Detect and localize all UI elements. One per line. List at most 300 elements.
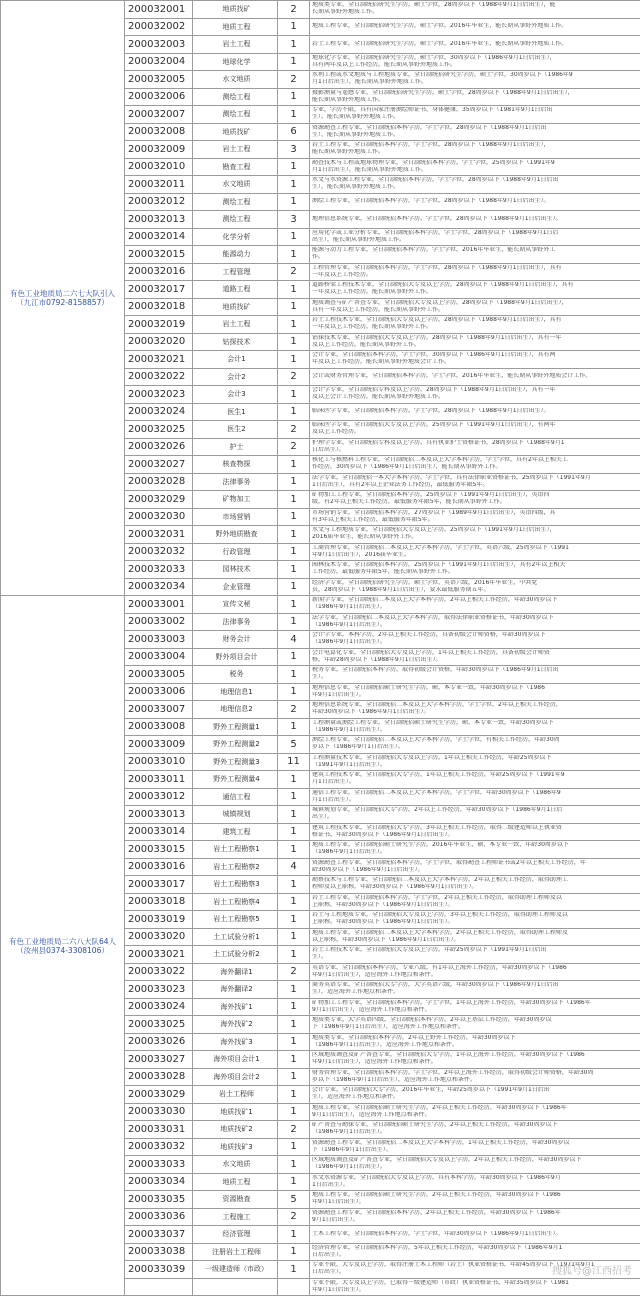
- requirement-line: 一年及以上工作经历。: [312, 272, 638, 279]
- position-name: 地球化学: [193, 53, 278, 71]
- hire-count: 1: [278, 998, 310, 1016]
- requirements: [310, 1156, 640, 1174]
- requirements: [310, 88, 640, 106]
- position-name: 地质找矿3: [193, 1138, 278, 1156]
- position-name: 地质工程: [193, 1173, 278, 1191]
- position-code: 200033012: [125, 788, 193, 806]
- requirements: [310, 578, 640, 596]
- requirements: [310, 53, 640, 71]
- position-code: 200033018: [125, 893, 193, 911]
- requirements: [310, 228, 640, 246]
- requirement-line: （1991年9月1日后出生）。: [312, 762, 638, 769]
- requirement-line: 经济学专业，全日制统招研究生学历，硕士学位，英语六级，2016年毕业生，中共党: [312, 580, 638, 587]
- position-name: 医生2: [193, 421, 278, 439]
- position-code: 200033037: [125, 1226, 193, 1244]
- requirement-line: 生），能长期从事野外地质工作。: [312, 114, 638, 121]
- hire-count: 1: [278, 53, 310, 71]
- requirements: [310, 438, 640, 456]
- position-name: 道路工程: [193, 281, 278, 299]
- position-code: 200033019: [125, 911, 193, 929]
- requirements: [310, 841, 640, 859]
- requirement-line: 能源与动力工程专业，全日制统招本科学历，学士学位，2016年毕业生，能长期从事野外工: [312, 247, 638, 254]
- requirement-line: 岩土工程专业，全日制统招研究生学历，硕士学位，2016年毕业生，能长期从事野外地质工作。: [312, 41, 638, 48]
- requirements: [310, 263, 640, 281]
- position-name: 地质工程: [193, 18, 278, 36]
- position-code: 200032028: [125, 473, 193, 491]
- hire-count: [278, 1278, 310, 1296]
- requirement-line: 财务管理专业，全日制统招本科学历，学士学位，2年以上海外工作经历，取得初级会计师资格，年龄30周: [312, 1070, 638, 1077]
- requirement-line: 地质类专业，大学英语四级，全日制统招本科学历，2年以上基层工作经历，年龄30周岁以: [312, 1017, 638, 1024]
- requirements: [310, 403, 640, 421]
- position-code: 200032019: [125, 316, 193, 334]
- unit-cell: [1, 1, 125, 596]
- requirement-line: 勘查技术与工程或地球物理专业，全日制统招本科学历，学士学位，25周岁以下（1991年9: [312, 160, 638, 167]
- requirements: [310, 1191, 640, 1209]
- position-name: 野外工程测量4: [193, 771, 278, 789]
- requirement-line: 护理学专业，全日制统招专科及以上学历，具有执业护士资格证书，28周岁以下（1988年9月1: [312, 440, 638, 447]
- requirements: [310, 246, 640, 264]
- position-code: 200033025: [125, 1016, 193, 1034]
- requirement-line: 摄影测量与遥感专业，全日制统招研究生学历，硕士学位，28周岁以下（1988年9月1日后出生），: [312, 90, 638, 97]
- hire-count: 1: [278, 526, 310, 544]
- position-name: 资源勘查: [193, 1191, 278, 1209]
- position-name: 岩土工程勘察4: [193, 893, 278, 911]
- position-name: [193, 1278, 278, 1296]
- requirements: [310, 193, 640, 211]
- hire-count: 1: [278, 1016, 310, 1034]
- position-code: 200032023: [125, 386, 193, 404]
- requirement-line: 工程管理专业，全日制统招本科学历，学士学位，28周岁以下（1988年9月1日后出生），具有: [312, 265, 638, 272]
- position-code: 200032034: [125, 578, 193, 596]
- position-name: 护士: [193, 438, 278, 456]
- unit-name: 有色工业地质局二六八大队64人: [4, 937, 121, 946]
- hire-count: 1: [278, 193, 310, 211]
- requirements: [310, 753, 640, 771]
- requirement-line: 龄30周岁以下（1986年9月1日后出生）。: [312, 867, 638, 874]
- requirement-line: 专业不限，大专及以上学历，取得注册土木工程师（岩土）执业资格证书，年龄45周岁以下（1971年9月1: [312, 1262, 638, 1269]
- position-code: 200032016: [125, 263, 193, 281]
- position-code: 200033030: [125, 1103, 193, 1121]
- requirement-line: 9月1日后出生），适应海外工作地点和条件。: [312, 1112, 638, 1119]
- requirement-line: 年9月1日后出生），适应海外工作地点和条件。: [312, 1059, 638, 1066]
- requirement-line: 1日后出生）。: [312, 1182, 638, 1189]
- requirement-line: 建筑工程技术专业，全日制统招大专学历，3年以上相关工作经历，取得二级建造师以上执业资: [312, 825, 638, 832]
- requirement-line: 建筑工程技术专业，全日制统招大专学历，1年以上相关工作经历，年龄25周岁以下（1991年9: [312, 772, 638, 779]
- position-code: 200033014: [125, 823, 193, 841]
- position-code: 200033003: [125, 631, 193, 649]
- requirement-line: 程师及以上职称，年龄30周岁以下（1986年9月1日后出生）。: [312, 884, 638, 891]
- requirements: [310, 1033, 640, 1051]
- position-name: 会计2: [193, 368, 278, 386]
- requirements: [310, 508, 640, 526]
- position-name: 测绘工程: [193, 88, 278, 106]
- hire-count: 1: [278, 351, 310, 369]
- requirements: [310, 18, 640, 36]
- position-name: 岩土工程勘察2: [193, 858, 278, 876]
- requirement-line: 临床医学专业，全日制统招大专及以上学历，25周岁以下（1991年9月1日后出生），有两年: [312, 422, 638, 429]
- position-name: 核查物探: [193, 456, 278, 474]
- position-code: 200033002: [125, 613, 193, 631]
- requirement-line: 水文与工程地质专业，全日制统招大专及以上学历，25周岁以下（1991年9月1日后出生），: [312, 527, 638, 534]
- position-name: 海外找矿1: [193, 998, 278, 1016]
- position-code: 200033021: [125, 946, 193, 964]
- requirements: [310, 211, 640, 229]
- requirement-line: 地质调查与矿产普查专业，全日制统招大专及以上学历，28周岁以下（1988年9月1日后出生），: [312, 300, 638, 307]
- requirement-line: 年龄30周岁以下（1986年9月1日后出生）。: [312, 709, 638, 716]
- position-code: 200032017: [125, 281, 193, 299]
- position-code: 200032031: [125, 526, 193, 544]
- position-name: 岩土工程勘察1: [193, 841, 278, 859]
- hire-count: 1: [278, 666, 310, 684]
- unit-name: 有色工业地质局二六七大队引入: [4, 289, 121, 298]
- position-name: 地质找矿: [193, 298, 278, 316]
- position-code: 200032005: [125, 71, 193, 89]
- requirement-line: 有3年以上相关工作经历，最低服务年限5年。: [312, 517, 638, 524]
- position-code: 200032024: [125, 403, 193, 421]
- requirement-line: 长期从事野外地质工作。: [312, 9, 638, 16]
- position-name: 法律事务: [193, 613, 278, 631]
- requirement-line: 专业，学历不限，具有国家注册测绘师证书，身体健康，35周岁以下（1981年9月1日后出: [312, 107, 638, 114]
- requirement-line: 上职称，年龄30周岁以下（1986年9月1日后出生）。: [312, 919, 638, 926]
- requirement-line: 生）。: [312, 954, 638, 961]
- requirement-line: 具有一年及以上工作经历，能长期从事野外工作。: [312, 307, 638, 314]
- hire-count: 1: [278, 88, 310, 106]
- position-name: 土工试验分析2: [193, 946, 278, 964]
- position-name: 野外地质勘查: [193, 526, 278, 544]
- hire-count: 1: [278, 316, 310, 334]
- requirement-line: 生）。: [312, 674, 638, 681]
- position-name: 一级建造师（市政）: [193, 1261, 278, 1279]
- hire-count: 2: [278, 963, 310, 981]
- requirement-line: （1986年9月1日后出生）。: [312, 1129, 638, 1136]
- position-code: 200032020: [125, 333, 193, 351]
- requirement-line: 作。: [312, 254, 638, 261]
- position-name: 化学分析: [193, 228, 278, 246]
- position-code: 200033028: [125, 1068, 193, 1086]
- hire-count: 2: [278, 1, 310, 19]
- requirement-line: 会计专业，全日制统招大专学历，2016年毕业生，年龄25周岁以下（1991年9月1日后出: [312, 1087, 638, 1094]
- requirement-line: 资源勘查工程专业，全日制统招本科学历，学士学位，28周岁以下（1988年9月1日后出: [312, 125, 638, 132]
- requirement-line: 资源勘查工程专业，全日制统招本科学历，2年以上相关工作经历，年龄30周岁以下（1986年: [312, 1210, 638, 1217]
- requirements: [310, 596, 640, 614]
- position-code: 200032010: [125, 158, 193, 176]
- hire-count: 2: [278, 1208, 310, 1226]
- requirement-line: 月1日后出生）。: [312, 797, 638, 804]
- requirements: [310, 1016, 640, 1034]
- requirement-line: 测绘工程专业，全日制统招本科学历，学士学位，28周岁以下（1988年9月1日后出生）。: [312, 198, 638, 205]
- unit-phone: （汝州县0374-3308106）: [4, 946, 121, 955]
- requirements: [310, 333, 640, 351]
- hire-count: 11: [278, 753, 310, 771]
- position-code: 200033033: [125, 1156, 193, 1174]
- requirement-line: （1986年9月1日后出生）。: [312, 727, 638, 734]
- requirement-line: （1986年9月1日后出生）。: [312, 849, 638, 856]
- position-name: 企业管理: [193, 578, 278, 596]
- requirement-line: 城镇规划专业，全日制统招大专学历，2年以上工作经历，年龄30周岁以下（1986年9月1日后: [312, 807, 638, 814]
- position-code: 200032012: [125, 193, 193, 211]
- hire-count: 1: [278, 543, 310, 561]
- hire-count: 1: [278, 876, 310, 894]
- hire-count: 1: [278, 806, 310, 824]
- position-name: 勘查工程: [193, 158, 278, 176]
- requirement-line: 9月1日后出生）。: [312, 1217, 638, 1224]
- position-name: 野外工程测量1: [193, 718, 278, 736]
- requirement-line: 地理信息系统专业，全日制统招二本及以上大学本科学历，学士学位，2年以上相关工作经历，: [312, 702, 638, 709]
- position-code: 200032002: [125, 18, 193, 36]
- requirements: [310, 561, 640, 579]
- requirement-line: 经济管理专业，全日制统招本科学历，5年以上相关工作经历，年龄30周岁以下（1986年9月1: [312, 1245, 638, 1252]
- requirement-line: 年9月1日后出生）。: [312, 1287, 638, 1294]
- requirement-line: 上职称，年龄30周岁以下（1986年9月1日后出生）。: [312, 902, 638, 909]
- requirements: [310, 1068, 640, 1086]
- hire-count: 1: [278, 893, 310, 911]
- position-name: 园林技术: [193, 561, 278, 579]
- requirement-line: 年9月1日后出生）。: [312, 1199, 638, 1206]
- position-code: 200032027: [125, 456, 193, 474]
- requirements: [310, 998, 640, 1016]
- requirements: [310, 823, 640, 841]
- requirement-line: 岩土工程专业，全日制统招本科学历，学士学位，2年以上相关工作经历，取得助理工程师及以: [312, 895, 638, 902]
- position-name: 海外翻译2: [193, 981, 278, 999]
- requirement-line: 商务英语专业，全日制统招大专学历，大学英语六级，年龄30周岁以下（1986年9月1日后出: [312, 982, 638, 989]
- requirement-line: 区域地质调查及矿产普查专业，全日制统招大专学历，1年以上海外工作经历，年龄30周岁以下（1986: [312, 1052, 638, 1059]
- hire-count: 5: [278, 736, 310, 754]
- requirement-line: 资源勘查工程专业，全日制统招本科学历，学士学位，取得勘查工程师证书或2年以上相关工作经历，年: [312, 860, 638, 867]
- requirement-line: 一年及以上工作经历，能长期从事野外工作。: [312, 289, 638, 296]
- position-name: 地质找矿: [193, 123, 278, 141]
- requirements: [310, 543, 640, 561]
- requirement-line: 岩土工程专业，全日制统招本科学历，学士学位，28周岁以下（1988年9月1日后出生），: [312, 142, 638, 149]
- requirement-line: 地质工程专业，全日制统招硕士研究生学历，2年以上相关工作经历，年龄30周岁以下（1986: [312, 1192, 638, 1199]
- requirements: [310, 946, 640, 964]
- requirement-line: 9月1日后出生），适应海外工作地点和条件。: [312, 1007, 638, 1014]
- requirements: [310, 928, 640, 946]
- hire-count: 1: [278, 613, 310, 631]
- requirement-line: 地理信息专业，全日制统招硕士研究生学历，硕、本专业一致，年龄30周岁以下（1986: [312, 685, 638, 692]
- position-code: 200032025: [125, 421, 193, 439]
- hire-count: 2: [278, 1121, 310, 1139]
- hire-count: 3: [278, 141, 310, 159]
- hire-count: 1: [278, 18, 310, 36]
- requirement-line: 矿物加工工程专业，全日制统招本科学历，25周岁以下（1991年9月1日后出生），英语四: [312, 492, 638, 499]
- hire-count: 1: [278, 176, 310, 194]
- position-name: 土工试验分析1: [193, 928, 278, 946]
- position-name: 岩土工程勘察5: [193, 911, 278, 929]
- hire-count: 1: [278, 981, 310, 999]
- watermark: 搜狐号@江西招考: [552, 1262, 632, 1277]
- position-name: 测绘工程: [193, 193, 278, 211]
- position-code: 200033013: [125, 806, 193, 824]
- hire-count: 1: [278, 841, 310, 859]
- requirement-line: 生），能长期从事野外地质工作。: [312, 132, 638, 139]
- position-code: 200032001: [125, 1, 193, 19]
- position-name: 地质找矿1: [193, 1103, 278, 1121]
- hire-count: 2: [278, 368, 310, 386]
- hire-count: 1: [278, 683, 310, 701]
- requirement-line: 勘察技术与工程专业，全日制统招二本及以上大学本科学历，2年以上相关工作经历，取得助理工: [312, 877, 638, 884]
- position-name: 海外翻译1: [193, 963, 278, 981]
- hire-count: 4: [278, 858, 310, 876]
- requirement-line: 月1日后出生），能长期从事野外地质工作。: [312, 167, 638, 174]
- position-name: 水文地质: [193, 71, 278, 89]
- requirements: [310, 963, 640, 981]
- position-code: 200033034: [125, 1173, 193, 1191]
- hire-count: 1: [278, 928, 310, 946]
- hire-count: 1: [278, 36, 310, 54]
- hire-count: 1: [278, 911, 310, 929]
- position-name: 水文地质: [193, 1156, 278, 1174]
- requirements: [310, 1208, 640, 1226]
- requirement-line: 工作经历，最低服务年限5年，能长期从事野外工作。: [312, 569, 638, 576]
- position-name: 地质找矿2: [193, 1121, 278, 1139]
- position-name: 矿物加工: [193, 491, 278, 509]
- requirements: [310, 701, 640, 719]
- position-code: 200032021: [125, 351, 193, 369]
- position-code: 200033031: [125, 1121, 193, 1139]
- hire-count: 1: [278, 1138, 310, 1156]
- position-code: 200033038: [125, 1243, 193, 1261]
- position-name: 工程管理: [193, 263, 278, 281]
- position-code: 200032022: [125, 368, 193, 386]
- hire-count: 1: [278, 596, 310, 614]
- requirement-line: 资源勘查工程专业，全日制统招二本及以上大学本科学历，1年以上相关工作经历，年龄30周岁以: [312, 1140, 638, 1147]
- position-code: 200033004: [125, 648, 193, 666]
- hire-count: 2: [278, 71, 310, 89]
- position-code: 200033006: [125, 683, 193, 701]
- requirement-line: 月1日后出生），能长期从事野外地质工作。: [312, 79, 638, 86]
- hire-count: 1: [278, 1103, 310, 1121]
- requirement-line: 地质类专业，全日制统招研究生学历，硕士学位，28周岁以下（1988年9月1日后出生），能: [312, 2, 638, 9]
- requirement-line: 园林技术专业，全日制统招本科学历，25周岁以下（1991年9月1日后出生），具有2年以上相关: [312, 562, 638, 569]
- position-name: 医生1: [193, 403, 278, 421]
- requirement-line: 年及以上工作经历，能长期从事野外地质会计工作。: [312, 359, 638, 366]
- requirements: [310, 351, 640, 369]
- requirement-line: 日后出生）。: [312, 1269, 638, 1276]
- hire-count: 6: [278, 123, 310, 141]
- position-name: 海外找矿2: [193, 1016, 278, 1034]
- hire-count: 1: [278, 158, 310, 176]
- requirement-line: 年9月1日后出生）。: [312, 692, 638, 699]
- requirement-line: （1986年9月1日后出生）。: [312, 622, 638, 629]
- requirements: [310, 1086, 640, 1104]
- position-code: 200032011: [125, 176, 193, 194]
- hire-count: 1: [278, 1051, 310, 1069]
- requirement-line: 2016届毕业生，能长期从事野外工作。: [312, 534, 638, 541]
- hire-count: 1: [278, 578, 310, 596]
- position-code: 200033026: [125, 1033, 193, 1051]
- requirement-line: 生），适应海外工作地点和条件。: [312, 1094, 638, 1101]
- requirement-line: 核化工与核燃料工程专业，全日制统招二本及以上大学本科学历，学士学位，具有2年以上相关工: [312, 457, 638, 464]
- position-code: 200033039: [125, 1261, 193, 1279]
- position-code: 200032026: [125, 438, 193, 456]
- position-code: 200033022: [125, 963, 193, 981]
- requirement-line: 区域地质调查及矿产普查专业，全日制统招大专及以上学历，2年以上相关工作经历，年龄30周岁以下: [312, 1157, 638, 1164]
- position-name: 城镇规划: [193, 806, 278, 824]
- hire-count: 1: [278, 771, 310, 789]
- position-name: 能源动力: [193, 246, 278, 264]
- table-row: [1, 1, 640, 19]
- requirement-line: 出生），能长期从事野外地质工作。: [312, 237, 638, 244]
- requirement-line: 岩土与工程地质专业，全日制统招大专及以上学历，3年以上相关工作经历，取得助理工程师及以: [312, 912, 638, 919]
- hire-count: 1: [278, 1226, 310, 1244]
- position-name: 地理信息1: [193, 683, 278, 701]
- position-name: 岩土工程师: [193, 1086, 278, 1104]
- hire-count: 1: [278, 648, 310, 666]
- position-code: 200033011: [125, 771, 193, 789]
- requirements: [310, 1051, 640, 1069]
- requirement-line: 日后出生）。: [312, 1252, 638, 1259]
- requirement-line: 年9月1日后出生），适应海外工作地点和条件。: [312, 972, 638, 979]
- requirement-line: 地质工程专业，全日制统招二本及以上大学本科学历，2年以上相关工作经历，取得助理工程师及: [312, 930, 638, 937]
- requirement-line: 水文水资源专业，全日制统招大专及以上学历，具有本科学历，年龄30周岁以下（1986年9月: [312, 1175, 638, 1182]
- position-name: 海外找矿3: [193, 1033, 278, 1051]
- hire-count: 1: [278, 333, 310, 351]
- requirement-line: 专业不限，大专及以上学历，已取得一级建造师（市政）执业资格证书，年龄35周岁以下（1981: [312, 1280, 638, 1287]
- requirements: [310, 666, 640, 684]
- hire-count: 1: [278, 456, 310, 474]
- position-name: 岩土工程: [193, 141, 278, 159]
- requirement-line: 以上职称，年龄30周岁以下（1986年9月1日后出生）。: [312, 937, 638, 944]
- position-name: 宣传文秘: [193, 596, 278, 614]
- position-code: 200032014: [125, 228, 193, 246]
- requirement-line: （1986年9月1日后出生）。: [312, 639, 638, 646]
- position-name: 工程施工: [193, 1208, 278, 1226]
- requirements: [310, 736, 640, 754]
- hire-count: 1: [278, 473, 310, 491]
- position-code: 200032032: [125, 543, 193, 561]
- position-code: 200032018: [125, 298, 193, 316]
- position-code: 200032006: [125, 88, 193, 106]
- requirements: [310, 71, 640, 89]
- hire-count: 2: [278, 701, 310, 719]
- position-name: 会计3: [193, 386, 278, 404]
- requirement-line: 工商管理专业，全日制统招二本及以上大学本科学历，学士学位，英语六级，25周岁以下（1991: [312, 545, 638, 552]
- hire-count: 3: [278, 211, 310, 229]
- requirement-line: 月1日后出生）。: [312, 779, 638, 786]
- hire-count: 4: [278, 631, 310, 649]
- requirement-line: 一年及以上工作经历，能长期从事野外工作。: [312, 324, 638, 331]
- requirements: [310, 613, 640, 631]
- requirement-line: 水文与水资源工程专业，全日制统招本科学历，学士学位，28周岁以下（1988年9月1日后出: [312, 177, 638, 184]
- requirement-line: 岁以下（1986年9月1日后出生），适应海外工作地点和条件。: [312, 1077, 638, 1084]
- requirement-line: 具有两年及以上工作经历，能长期从事野外地质工作。: [312, 62, 638, 69]
- hire-count: 1: [278, 491, 310, 509]
- position-code: 200033029: [125, 1086, 193, 1104]
- requirement-line: 及以上工作经历。: [312, 429, 638, 436]
- hire-count: 1: [278, 1033, 310, 1051]
- requirement-line: 能长期从事野外地质工作。: [312, 149, 638, 156]
- hire-count: 1: [278, 1068, 310, 1086]
- position-name: 野外工程测量3: [193, 753, 278, 771]
- requirements: [310, 876, 640, 894]
- requirement-line: 土木工程专业，全日制统招本科学历，学士学位，年龄30周岁以下（1986年9月1日后出生）。: [312, 1231, 638, 1238]
- requirement-line: 出生）。: [312, 814, 638, 821]
- requirements: [310, 981, 640, 999]
- requirements: [310, 386, 640, 404]
- hire-count: 1: [278, 1243, 310, 1261]
- hire-count: 1: [278, 228, 310, 246]
- unit-cell: [1, 596, 125, 1296]
- position-code: 200032013: [125, 211, 193, 229]
- position-name: 野外工程测量2: [193, 736, 278, 754]
- requirements: [310, 281, 640, 299]
- position-name: 海外项目会计1: [193, 1051, 278, 1069]
- position-code: 200032015: [125, 246, 193, 264]
- position-code: 200033016: [125, 858, 193, 876]
- requirement-line: 税务专业，全日制统招本科学历，取得初级会计资格，年龄30周岁以下（1986年9月1日后出: [312, 667, 638, 674]
- position-code: 200033020: [125, 928, 193, 946]
- requirements: [310, 648, 640, 666]
